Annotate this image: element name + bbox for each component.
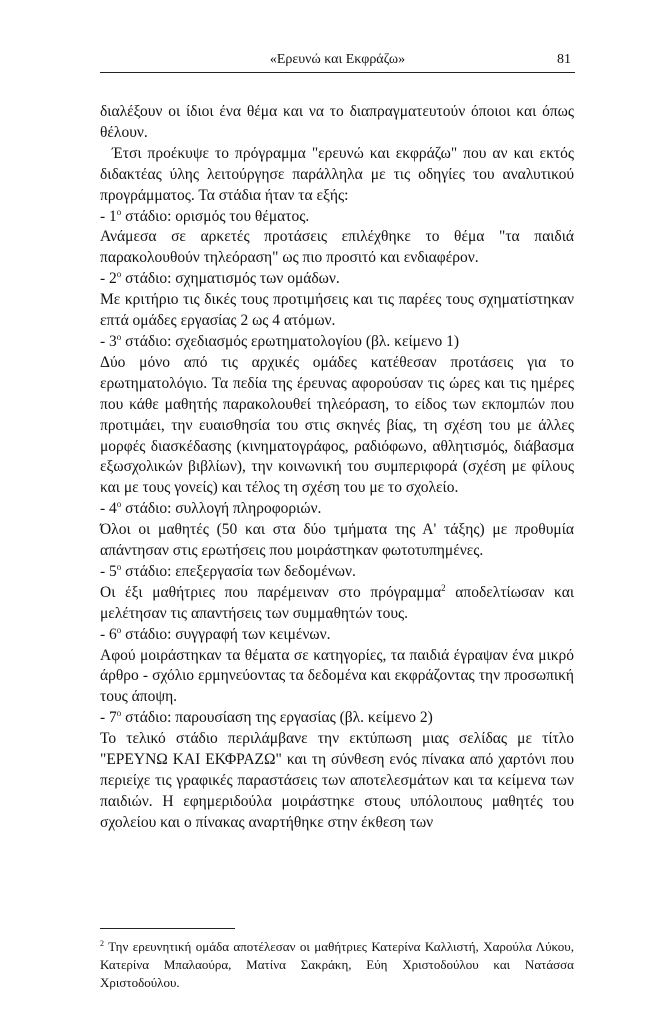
paragraph: Δύο μόνο από τις αρχικές ομάδες κατέθεσαν προτάσεις για το ερωτηματολόγιο. Τα πεδία της έρευνας αφορούσαν τις ώρες και τις ημέρες που κάθε μαθητής παρακολουθεί τηλεόραση, το είδος των εκπομπών που προτιμάει, την ευαισθησία του στις σκηνές βίας, τη σχέση του με άλλες μορφές διασκέδασης (κινηματογράφος, ραδιόφωνο, αθλητισμός, διάβασμα εξωσχολικών βιβλίων), την κοινωνική του συμπεριφορά (σχέση με φίλους και με τους γονείς) και τέλος τη σχέση του με το σχολείο. xyxy=(100,353,574,497)
paragraph: Ανάμεσα σε αρκετές προτάσεις επιλέχθηκε το θέμα "τα παιδιά παρακολουθούν τηλεόραση" ως πιο προσιτό και ενδιαφέρον. xyxy=(100,228,574,267)
stage-dash: - xyxy=(100,332,110,350)
running-title: «Ερευνώ και Εκφράζω» xyxy=(269,52,406,67)
footnote-reference[interactable]: 2 xyxy=(441,582,446,593)
paragraph-text: αποδελτίωσαν και μελέτησαν τις απαντήσεις των συμμαθητών τους. xyxy=(100,583,575,622)
stage-number: 1 xyxy=(109,207,117,225)
stage-text: στάδιο: ορισμός του θέματος. xyxy=(125,207,310,225)
stage-number: 7 xyxy=(109,709,117,727)
stage-dash: - xyxy=(100,270,110,288)
paragraph: διαλέξουν οι ίδιοι ένα θέμα και να το διαπραγματευτούν όποιοι και όπως θέλουν. xyxy=(100,103,574,141)
paragraph-text: Οι έξι μαθήτριες που παρέμειναν στο πρόγραμμα xyxy=(100,583,442,601)
ordinal-mark: ο xyxy=(116,561,122,572)
stage-dash: - xyxy=(100,500,110,518)
stage-dash: - xyxy=(100,207,110,225)
paragraph: Αφού μοιράστηκαν τα θέματα σε κατηγορίες, τα παιδιά έγραψαν ένα μικρό άρθρο - σχόλιο ερμηνεύοντας τα δεδομένα και εκφράζοντας την προσωπική τους άποψη. xyxy=(100,646,574,706)
stage-heading xyxy=(100,269,574,290)
paragraph: Έτσι προέκυψε το πρόγραμμα "ερευνώ και εκφράζω" που αν και εκτός διδακτέας ύλης λειτούργησε παράλληλα με τις οδηγίες του αναλυτικού προγράμματος. Τα στάδια ήταν τα εξής: xyxy=(100,144,574,204)
ordinal-mark: ο xyxy=(116,269,122,280)
stage-text: στάδιο: συγγραφή των κειμένων. xyxy=(125,625,331,643)
stage-number: 6 xyxy=(109,625,117,643)
footnote-text: Την ερευνητική ομάδα αποτέλεσαν οι μαθήτριες Κατερίνα Καλλιστή, Χαρούλα Λύκου, Κατερίνα Μπαλαούρα, Ματίνα Σακράκη, Εύη Χριστοδούλου και Νατάσσα Χριστοδούλου. xyxy=(100,939,574,990)
body-text xyxy=(100,102,574,834)
stage-dash: - xyxy=(100,562,110,580)
stage-number: 2 xyxy=(109,270,117,288)
stage-heading xyxy=(100,207,574,228)
stage-heading xyxy=(100,708,574,729)
paragraph: Το τελικό στάδιο περιλάμβανε την εκτύπωση μιας σελίδας με τίτλο "ΕΡΕΥΝΩ ΚΑΙ ΕΚΦΡΑΖΩ" και τη σύνθεση ενός πίνακα από χαρτόνι που περιείχε τις γραφικές παραστάσεις των αποτελεσμάτων και τα κείμενα των παιδιών. Η εφημεριδούλα μοιράστηκε στους υπόλοιπους μαθητές του σχολείου και ο πίνακας αναρτήθηκε στην έκθεση των xyxy=(100,730,574,831)
stage-heading xyxy=(100,499,574,520)
ordinal-mark: ο xyxy=(116,206,122,217)
footnote xyxy=(100,938,574,992)
ordinal-mark: ο xyxy=(116,331,122,342)
stage-number: 3 xyxy=(109,332,117,350)
paragraph: Όλοι οι μαθητές (50 και στα δύο τμήματα της Α' τάξης) με προθυμία απάντησαν στις ερωτήσεις που μοιράστηκαν φωτοτυπημένες. xyxy=(100,521,574,560)
stage-text: στάδιο: συλλογή πληροφοριών. xyxy=(125,500,322,518)
ordinal-mark: ο xyxy=(116,499,122,510)
stage-text: στάδιο: παρουσίαση της εργασίας (βλ. κείμενο 2) xyxy=(125,709,433,727)
stage-number: 4 xyxy=(109,500,117,518)
stage-heading xyxy=(100,332,574,353)
ordinal-mark: ο xyxy=(116,708,122,719)
stage-heading xyxy=(100,625,574,646)
paragraph xyxy=(100,583,574,625)
stage-number: 5 xyxy=(109,562,117,580)
ordinal-mark: ο xyxy=(116,624,122,635)
stage-text: στάδιο: σχηματισμός των ομάδων. xyxy=(125,270,340,288)
stage-dash: - xyxy=(100,709,110,727)
stage-text: στάδιο: επεξεργασία των δεδομένων. xyxy=(125,562,356,580)
footnote-divider xyxy=(100,928,235,929)
running-header xyxy=(100,52,575,73)
page-number: 81 xyxy=(557,52,571,67)
footnote-marker: 2 xyxy=(100,939,104,948)
stage-text: στάδιο: σχεδιασμός ερωτηματολογίου (βλ. κείμενο 1) xyxy=(125,332,459,350)
stage-heading xyxy=(100,562,574,583)
stage-dash: - xyxy=(100,625,110,643)
paragraph: Με κριτήριο τις δικές τους προτιμήσεις και τις παρέες τους σχηματίστηκαν επτά ομάδες εργασίας 2 ως 4 ατόμων. xyxy=(100,291,574,330)
